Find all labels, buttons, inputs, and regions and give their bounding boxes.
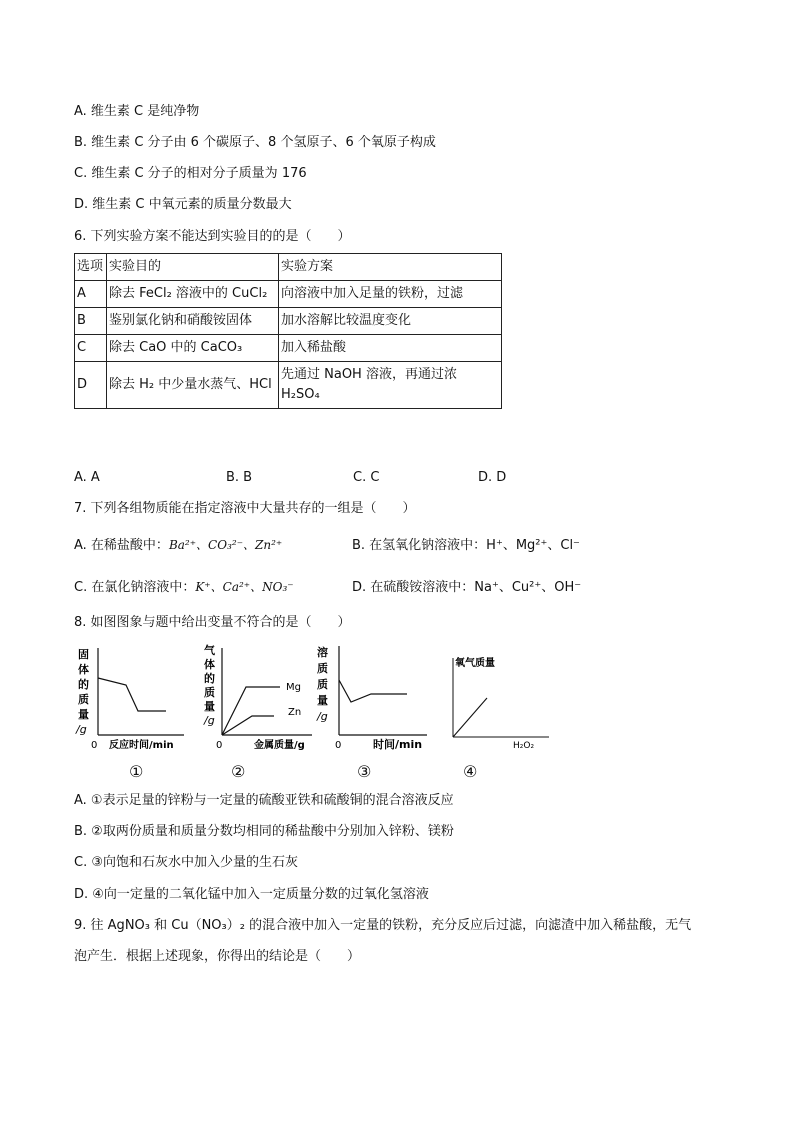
graph-4-xlabel: H₂O₂ bbox=[513, 741, 535, 751]
graph-3-svg bbox=[315, 640, 435, 752]
graph-3-ylabel: 溶 质 质 量 /g bbox=[317, 646, 328, 723]
graph-3-xlabel: 时间/min bbox=[373, 738, 423, 751]
q7-option-d: D. 在硫酸铵溶液中：Na⁺、Cu²⁺、OH⁻ bbox=[352, 580, 582, 595]
graph-4 bbox=[445, 640, 555, 752]
q9-stem-line-2: 泡产生．根据上述现象，你得出的结论是（ ） bbox=[74, 949, 361, 964]
q7-option-b: B. 在氢氧化钠溶液中：H⁺、Mg²⁺、Cl⁻ bbox=[352, 538, 580, 553]
q5-option-b: B. 维生素 C 分子由 6 个碳原子、8 个氢原子、6 个氧原子构成 bbox=[74, 135, 436, 150]
graph-4-ylabel: 氧气质量 bbox=[455, 658, 495, 669]
graph-1-number: ① bbox=[129, 762, 144, 781]
q6-stem: 6. 下列实验方案不能达到实验目的的是（ ） bbox=[74, 229, 351, 244]
q6-answers bbox=[74, 469, 574, 487]
table-header-row bbox=[75, 254, 502, 281]
graph-2-origin: 0 bbox=[216, 740, 223, 751]
q5-option-d: D. 维生素 C 中氧元素的质量分数最大 bbox=[74, 197, 292, 212]
graph-2-svg bbox=[200, 640, 320, 752]
row-option: B bbox=[75, 308, 107, 335]
row-option: D bbox=[75, 362, 107, 409]
row-plan: 加入稀盐酸 bbox=[279, 335, 502, 362]
graph-2-ylabel: 气 体 的 质 量 /g bbox=[204, 644, 215, 727]
q8-stem: 8. 如图图象与题中给出变量不符合的是（ ） bbox=[74, 615, 351, 630]
table-row bbox=[75, 362, 502, 409]
row-plan: 先通过 NaOH 溶液，再通过浓 H₂SO₄ bbox=[279, 362, 502, 409]
graph-4-curve bbox=[453, 698, 487, 737]
header-goal: 实验目的 bbox=[107, 254, 279, 281]
header-option: 选项 bbox=[75, 254, 107, 281]
row-plan: 向溶液中加入足量的铁粉，过滤 bbox=[279, 281, 502, 308]
q8-option-b: B. ②取两份质量和质量分数均相同的稀盐酸中分别加入锌粉、镁粉 bbox=[74, 824, 454, 839]
graph-3-number: ③ bbox=[357, 762, 372, 781]
q5-option-a: A. 维生素 C 是纯净物 bbox=[74, 104, 200, 119]
q7-option-c bbox=[74, 578, 294, 597]
table-row bbox=[75, 335, 502, 362]
q6-table bbox=[74, 253, 502, 409]
q8-option-d: D. ④向一定量的二氧化锰中加入一定质量分数的过氧化氢溶液 bbox=[74, 887, 429, 902]
graph-4-number: ④ bbox=[463, 762, 478, 781]
graph-2 bbox=[200, 640, 320, 752]
q6-answer-d: D. D bbox=[478, 470, 507, 485]
graph-1-ylabel: 固 体 的 质 量 /g bbox=[76, 648, 89, 736]
q8-option-a: A. ①表示足量的锌粉与一定量的硫酸亚铁和硫酸铜的混合溶液反应 bbox=[74, 793, 454, 808]
q6-answer-a: A. A bbox=[74, 470, 100, 485]
graph-2-number: ② bbox=[231, 762, 246, 781]
graph-1-xlabel: 反应时间/min bbox=[109, 740, 174, 751]
graph-1-curve bbox=[98, 678, 166, 711]
q5-option-c: C. 维生素 C 分子的相对分子质量为 176 bbox=[74, 166, 307, 181]
graph-2-xlabel: 金属质量/g bbox=[254, 740, 305, 751]
q9-stem-line-1: 9. 往 AgNO₃ 和 Cu（NO₃）₂ 的混合液中加入一定量的铁粉，充分反应后过滤，向滤渣中加入稀盐酸，无气 bbox=[74, 918, 692, 933]
graph-2-label-zn: Zn bbox=[288, 707, 302, 718]
graph-1-svg bbox=[74, 640, 194, 752]
row-goal: 除去 CaO 中的 CaCO₃ bbox=[107, 335, 279, 362]
table-row bbox=[75, 281, 502, 308]
header-plan: 实验方案 bbox=[279, 254, 502, 281]
q7-option-a bbox=[74, 536, 282, 555]
row-option: C bbox=[75, 335, 107, 362]
q6-answer-b: B. B bbox=[226, 470, 253, 485]
graph-1-origin: 0 bbox=[91, 740, 98, 751]
graph-3-curve bbox=[339, 680, 407, 702]
q7-option-c-ions: K⁺、Ca²⁺、NO₃⁻ bbox=[195, 580, 294, 594]
row-option: A bbox=[75, 281, 107, 308]
q7-option-a-ions: Ba²⁺、CO₃²⁻、Zn²⁺ bbox=[168, 538, 283, 552]
graph-3 bbox=[315, 640, 435, 752]
graph-4-svg bbox=[445, 640, 555, 752]
row-plan: 加水溶解比较温度变化 bbox=[279, 308, 502, 335]
row-goal: 鉴别氯化钠和硝酸铵固体 bbox=[107, 308, 279, 335]
q8-option-c: C. ③向饱和石灰水中加入少量的生石灰 bbox=[74, 855, 298, 870]
graph-3-origin: 0 bbox=[335, 740, 342, 751]
table-row bbox=[75, 308, 502, 335]
q7-stem: 7. 下列各组物质能在指定溶液中大量共存的一组是（ ） bbox=[74, 501, 416, 516]
q6-answer-c: C. C bbox=[353, 470, 380, 485]
q7-option-c-prefix: C. 在氯化钠溶液中： bbox=[74, 580, 196, 595]
graph-2-curve-mg bbox=[222, 687, 280, 735]
graph-2-label-mg: Mg bbox=[286, 682, 301, 693]
row-goal: 除去 FeCl₂ 溶液中的 CuCl₂ bbox=[107, 281, 279, 308]
q7-option-a-prefix: A. 在稀盐酸中： bbox=[74, 538, 169, 553]
graph-1 bbox=[74, 640, 194, 752]
row-goal: 除去 H₂ 中少量水蒸气、HCl bbox=[107, 362, 279, 409]
